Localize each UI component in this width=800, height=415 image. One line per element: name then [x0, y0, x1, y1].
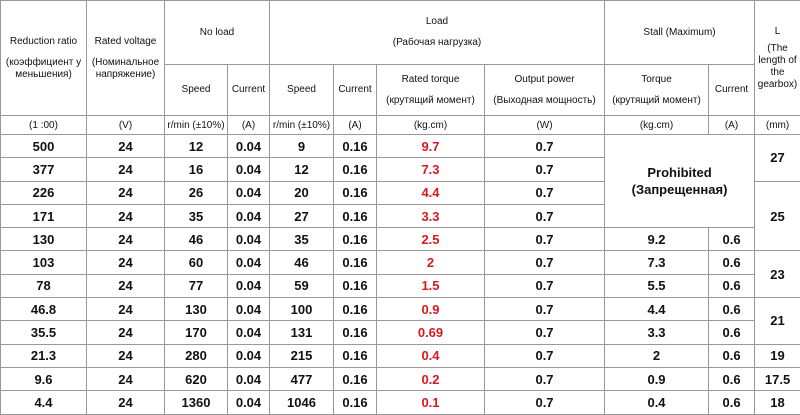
ld-speed-cell: 46: [270, 251, 334, 274]
torque-cell: 0.69: [377, 321, 485, 344]
header-nl-speed: Speed: [165, 65, 228, 116]
torque-cell: 0.9: [377, 298, 485, 321]
stall-current-cell: 0.6: [709, 321, 755, 344]
header-stall: Stall (Maximum): [605, 1, 755, 65]
nl-speed-cell: 130: [165, 298, 228, 321]
ld-current-cell: 0.16: [334, 228, 377, 251]
ld-speed-cell: 215: [270, 344, 334, 367]
nl-speed-cell: 35: [165, 204, 228, 227]
header-output-power-ru: (Выходная мощность): [493, 95, 595, 106]
ratio-cell: 500: [1, 135, 87, 158]
header-rated-torque: [377, 65, 485, 116]
torque-cell: 9.7: [377, 135, 485, 158]
torque-cell: 4.4: [377, 181, 485, 204]
unit-cell: (1 :00): [1, 116, 87, 135]
ld-current-cell: 0.16: [334, 298, 377, 321]
header-output-power-label: Output power: [514, 74, 574, 85]
ratio-cell: 130: [1, 228, 87, 251]
nl-current-cell: 0.04: [228, 204, 270, 227]
table-row: [1, 298, 800, 321]
header-stall-current: Current: [709, 65, 755, 116]
power-cell: 0.7: [485, 228, 605, 251]
power-cell: 0.7: [485, 391, 605, 414]
ld-speed-cell: 20: [270, 181, 334, 204]
header-output-power: [485, 65, 605, 116]
power-cell: 0.7: [485, 274, 605, 297]
ld-speed-cell: 12: [270, 158, 334, 181]
ld-speed-cell: 477: [270, 367, 334, 390]
header-load-ru: (Рабочая нагрузка): [393, 37, 482, 48]
table-row: [1, 228, 800, 251]
stall-torque-cell: 0.4: [605, 391, 709, 414]
ld-current-cell: 0.16: [334, 391, 377, 414]
voltage-cell: 24: [87, 251, 165, 274]
stall-current-cell: 0.6: [709, 367, 755, 390]
ld-speed-cell: 59: [270, 274, 334, 297]
nl-current-cell: 0.04: [228, 158, 270, 181]
torque-cell: 0.1: [377, 391, 485, 414]
nl-current-cell: 0.04: [228, 367, 270, 390]
stall-torque-cell: 0.9: [605, 367, 709, 390]
unit-cell: r/min (±10%): [165, 116, 228, 135]
length-cell: 21: [755, 298, 800, 345]
power-cell: 0.7: [485, 298, 605, 321]
length-cell: 27: [755, 135, 800, 182]
unit-cell: (V): [87, 116, 165, 135]
ld-speed-cell: 131: [270, 321, 334, 344]
header-stall-torque: [605, 65, 709, 116]
voltage-cell: 24: [87, 367, 165, 390]
power-cell: 0.7: [485, 321, 605, 344]
voltage-cell: 24: [87, 344, 165, 367]
header-rated-torque-ru: (крутящий момент): [386, 95, 475, 106]
table-body: [1, 1, 800, 415]
ld-speed-cell: 1046: [270, 391, 334, 414]
header-length-desc: (The length of the gearbox): [758, 43, 797, 90]
ld-current-cell: 0.16: [334, 135, 377, 158]
ratio-cell: 78: [1, 274, 87, 297]
header-ld-current: Current: [334, 65, 377, 116]
power-cell: 0.7: [485, 158, 605, 181]
length-cell: 18: [755, 391, 800, 414]
nl-speed-cell: 46: [165, 228, 228, 251]
nl-speed-cell: 1360: [165, 391, 228, 414]
table-row: [1, 391, 800, 414]
nl-current-cell: 0.04: [228, 135, 270, 158]
stall-current-cell: 0.6: [709, 391, 755, 414]
ld-current-cell: 0.16: [334, 321, 377, 344]
header-rated-torque-label: Rated torque: [402, 74, 460, 85]
nl-current-cell: 0.04: [228, 321, 270, 344]
length-cell: 19: [755, 344, 800, 367]
ld-current-cell: 0.16: [334, 181, 377, 204]
nl-speed-cell: 16: [165, 158, 228, 181]
stall-current-cell: 0.6: [709, 274, 755, 297]
nl-current-cell: 0.04: [228, 228, 270, 251]
table-row: [1, 274, 800, 297]
nl-speed-cell: 12: [165, 135, 228, 158]
unit-cell: r/min (±10%): [270, 116, 334, 135]
nl-speed-cell: 280: [165, 344, 228, 367]
power-cell: 0.7: [485, 135, 605, 158]
nl-current-cell: 0.04: [228, 391, 270, 414]
header-row-1: [1, 1, 800, 65]
ld-current-cell: 0.16: [334, 367, 377, 390]
ld-current-cell: 0.16: [334, 204, 377, 227]
power-cell: 0.7: [485, 204, 605, 227]
stall-current-cell: 0.6: [709, 298, 755, 321]
torque-cell: 1.5: [377, 274, 485, 297]
unit-cell: (W): [485, 116, 605, 135]
voltage-cell: 24: [87, 321, 165, 344]
torque-cell: 2.5: [377, 228, 485, 251]
unit-cell: (A): [709, 116, 755, 135]
nl-speed-cell: 77: [165, 274, 228, 297]
voltage-cell: 24: [87, 181, 165, 204]
ld-speed-cell: 35: [270, 228, 334, 251]
header-reduction-ratio-label: Reduction ratio: [10, 36, 77, 47]
voltage-cell: 24: [87, 228, 165, 251]
stall-prohibited-cell: [605, 135, 755, 228]
header-stall-torque-label: Torque: [641, 74, 672, 85]
header-rated-voltage-ru: (Номинальное напряжение): [92, 57, 159, 80]
voltage-cell: 24: [87, 298, 165, 321]
ld-speed-cell: 27: [270, 204, 334, 227]
table-row: [1, 367, 800, 390]
stall-torque-cell: 3.3: [605, 321, 709, 344]
nl-speed-cell: 620: [165, 367, 228, 390]
table-row: [1, 251, 800, 274]
stall-torque-cell: 5.5: [605, 274, 709, 297]
torque-cell: 7.3: [377, 158, 485, 181]
ratio-cell: 103: [1, 251, 87, 274]
header-no-load: No load: [165, 1, 270, 65]
header-rated-voltage-label: Rated voltage: [95, 36, 157, 47]
stall-current-cell: 0.6: [709, 228, 755, 251]
length-cell: 23: [755, 251, 800, 298]
ld-current-cell: 0.16: [334, 158, 377, 181]
power-cell: 0.7: [485, 181, 605, 204]
unit-cell: (A): [228, 116, 270, 135]
nl-current-cell: 0.04: [228, 181, 270, 204]
torque-cell: 0.2: [377, 367, 485, 390]
header-reduction-ratio: [1, 1, 87, 116]
nl-speed-cell: 170: [165, 321, 228, 344]
nl-current-cell: 0.04: [228, 298, 270, 321]
voltage-cell: 24: [87, 158, 165, 181]
header-length-label: L: [775, 26, 781, 37]
ratio-cell: 9.6: [1, 367, 87, 390]
ratio-cell: 4.4: [1, 391, 87, 414]
stall-torque-cell: 9.2: [605, 228, 709, 251]
voltage-cell: 24: [87, 391, 165, 414]
nl-current-cell: 0.04: [228, 344, 270, 367]
power-cell: 0.7: [485, 344, 605, 367]
nl-current-cell: 0.04: [228, 274, 270, 297]
ratio-cell: 171: [1, 204, 87, 227]
nl-current-cell: 0.04: [228, 251, 270, 274]
stall-current-cell: 0.6: [709, 344, 755, 367]
table-row: [1, 321, 800, 344]
header-load-label: Load: [426, 16, 448, 27]
stall-torque-cell: 4.4: [605, 298, 709, 321]
length-cell: 25: [755, 181, 800, 251]
unit-cell: (mm): [755, 116, 800, 135]
unit-cell: (kg.cm): [377, 116, 485, 135]
torque-cell: 0.4: [377, 344, 485, 367]
ratio-cell: 226: [1, 181, 87, 204]
voltage-cell: 24: [87, 274, 165, 297]
prohibited-label-ru: (Запрещенная): [605, 181, 754, 198]
length-cell: 17.5: [755, 367, 800, 390]
voltage-cell: 24: [87, 204, 165, 227]
voltage-cell: 24: [87, 135, 165, 158]
ld-current-cell: 0.16: [334, 344, 377, 367]
header-length: [755, 1, 800, 116]
ratio-cell: 21.3: [1, 344, 87, 367]
header-reduction-ratio-ru: (коэффициент у меньшения): [6, 57, 81, 80]
nl-speed-cell: 26: [165, 181, 228, 204]
ratio-cell: 46.8: [1, 298, 87, 321]
unit-cell: (A): [334, 116, 377, 135]
ld-speed-cell: 100: [270, 298, 334, 321]
ld-current-cell: 0.16: [334, 251, 377, 274]
ratio-cell: 377: [1, 158, 87, 181]
stall-current-cell: 0.6: [709, 251, 755, 274]
table-row: [1, 344, 800, 367]
header-ld-speed: Speed: [270, 65, 334, 116]
power-cell: 0.7: [485, 251, 605, 274]
nl-speed-cell: 60: [165, 251, 228, 274]
units-row: [1, 116, 800, 135]
torque-cell: 3.3: [377, 204, 485, 227]
ratio-cell: 35.5: [1, 321, 87, 344]
header-nl-current: Current: [228, 65, 270, 116]
stall-torque-cell: 7.3: [605, 251, 709, 274]
header-stall-torque-ru: (крутящий момент): [612, 95, 701, 106]
table-row: [1, 135, 800, 158]
ld-current-cell: 0.16: [334, 274, 377, 297]
ld-speed-cell: 9: [270, 135, 334, 158]
header-rated-voltage: [87, 1, 165, 116]
unit-cell: (kg.cm): [605, 116, 709, 135]
power-cell: 0.7: [485, 367, 605, 390]
stall-torque-cell: 2: [605, 344, 709, 367]
header-load: [270, 1, 605, 65]
torque-cell: 2: [377, 251, 485, 274]
prohibited-label: Prohibited: [605, 164, 754, 181]
